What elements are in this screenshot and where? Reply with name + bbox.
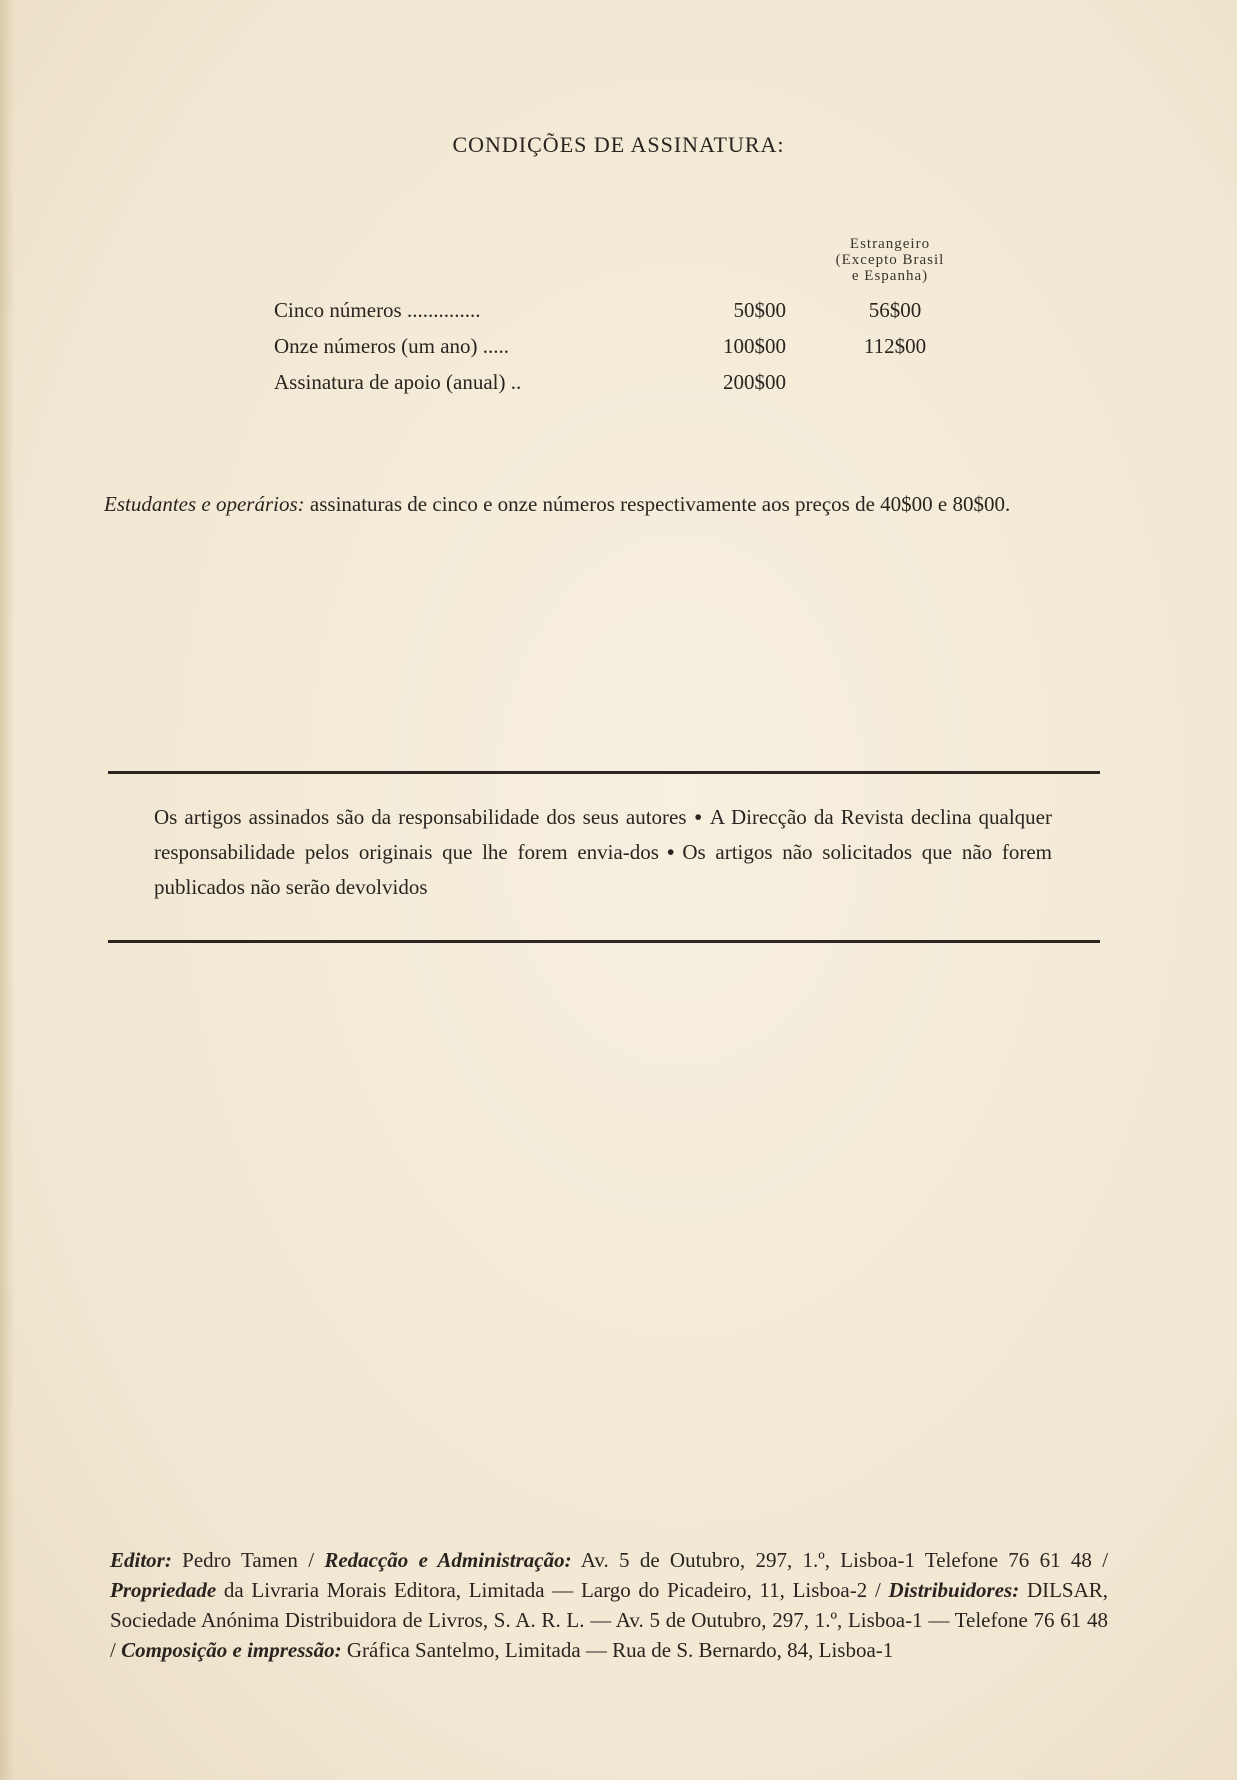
- price-label: Cinco números ..............: [274, 298, 481, 322]
- bullet-separator: •: [694, 805, 702, 829]
- distribuidores-text: DILSAR, Sociedade Anónima Distribuidora de Livros, S. A. R. L. — Av. 5 de Outubro, 297, 1.º, Lisboa-1 — Telefone 76 61 48: [110, 1578, 1109, 1632]
- price-label: Assinatura de apoio (anual) ..: [274, 370, 522, 394]
- students-text: assinaturas de cinco e onze números respectivamente aos preços de 40$00 e 80$00.: [309, 492, 1011, 516]
- price-label: Onze números (um ano) .....: [274, 334, 510, 358]
- notice-part: A Direcção da Revista declina qualquer responsabilidade pelos originais que lhe forem envia-dos: [154, 805, 1052, 864]
- editor-name: Pedro Tamen: [182, 1548, 298, 1572]
- page-title: CONDIÇÕES DE ASSINATURA:: [452, 132, 785, 157]
- redaccao-text: Av. 5 de Outubro, 297, 1.º, Lisboa-1 Telefone 76 61 48: [580, 1548, 1092, 1572]
- separator: /: [308, 1548, 315, 1572]
- propriedade-label: Propriedade: [110, 1578, 217, 1602]
- price-row: [274, 334, 1034, 364]
- editor-label: Editor:: [110, 1548, 172, 1572]
- separator: /: [110, 1638, 116, 1662]
- foreign-price: 56$00: [868, 298, 922, 322]
- distribuidores-label: Distribuidores:: [888, 1578, 1020, 1602]
- foreign-header-line: Estrangeiro: [849, 236, 931, 252]
- page-edge-shadow: [0, 0, 14, 1780]
- students-lead: Estudantes e operários:: [104, 492, 305, 516]
- price-row: [274, 298, 1034, 328]
- composicao-label: Composição e impressão:: [121, 1638, 342, 1662]
- propriedade-text: da Livraria Morais Editora, Limitada — Largo do Picadeiro, 11, Lisboa-2: [223, 1578, 868, 1602]
- foreign-price-header: [800, 236, 980, 284]
- redaccao-label: Redacção e Administração:: [324, 1548, 572, 1572]
- domestic-price: 200$00: [723, 370, 786, 394]
- bullet-separator: •: [666, 840, 675, 864]
- price-row: [274, 370, 1034, 400]
- students-note: [104, 488, 1098, 521]
- divider-rule: [108, 940, 1100, 943]
- domestic-price: 50$00: [733, 298, 786, 322]
- notice-part: Os artigos assinados são da responsabilidade dos seus autores: [154, 805, 687, 829]
- responsibility-notice: [154, 800, 1052, 905]
- colophon: [110, 1545, 1108, 1665]
- separator: /: [1102, 1548, 1109, 1572]
- separator: /: [874, 1578, 881, 1602]
- foreign-header-line: (Excepto Brasil: [835, 252, 945, 268]
- divider-rule: [108, 771, 1100, 774]
- foreign-header-line: e Espanha): [851, 268, 929, 284]
- composicao-text: Gráfica Santelmo, Limitada — Rua de S. Bernardo, 84, Lisboa-1: [346, 1638, 894, 1662]
- notice-part: Os artigos não solicitados que não forem publicados não serão devolvidos: [154, 840, 1053, 899]
- foreign-price: 112$00: [863, 334, 927, 358]
- domestic-price: 100$00: [723, 334, 786, 358]
